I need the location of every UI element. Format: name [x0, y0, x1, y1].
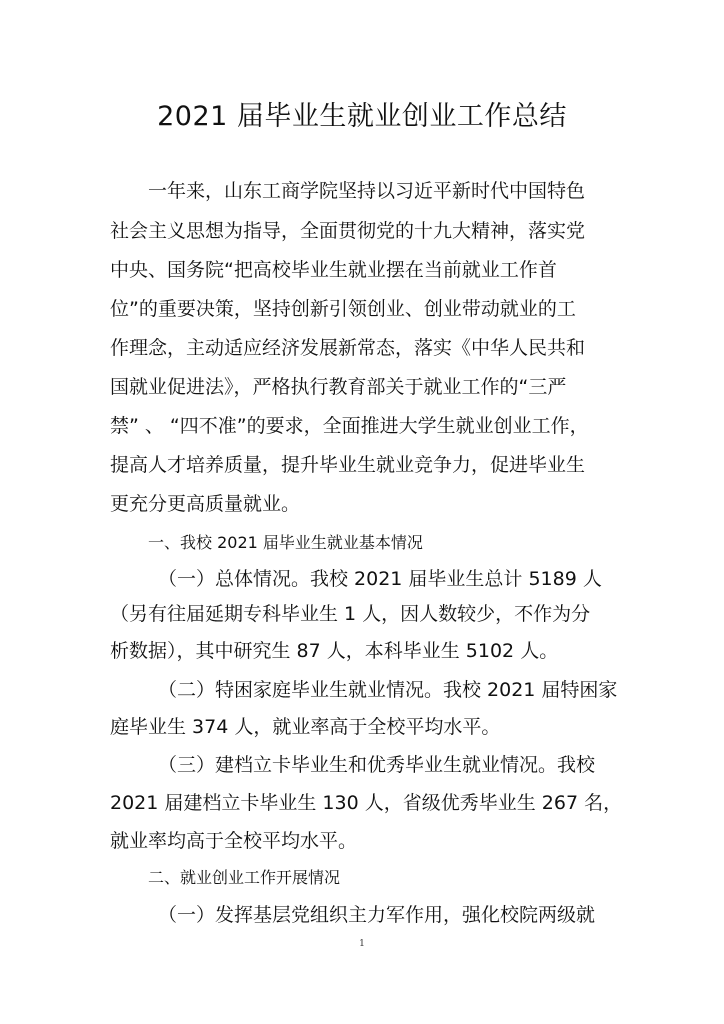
paragraph-line: 中央、国务院“把高校毕业生就业摆在当前就业工作首 — [110, 259, 557, 281]
paragraph-line: 一年来，山东工商学院坚持以习近平新时代中国特色 — [148, 180, 586, 202]
section-heading: 一、我校 2021 届毕业生就业基本情况 — [148, 533, 423, 552]
document-title: 2021 届毕业生就业创业工作总结 — [157, 101, 567, 132]
paragraph-line: 社会主义思想为指导，全面贯彻党的十九大精神，落实党 — [110, 220, 586, 242]
paragraph-line: 2021 届建档立卡毕业生 130 人，省级优秀毕业生 267 名， — [110, 792, 623, 814]
paragraph-line: 国就业促进法》，严格执行教育部关于就业工作的“三严 — [110, 376, 567, 398]
paragraph-line: 庭毕业生 374 人，就业率高于全校平均水平。 — [110, 716, 501, 738]
paragraph-line: 提高人才培养质量，提升毕业生就业竞争力，促进毕业生 — [110, 454, 586, 476]
paragraph-line: 更充分更高质量就业。 — [110, 493, 301, 515]
page-number: 1 — [359, 939, 365, 949]
section-heading: 二、就业创业工作开展情况 — [148, 868, 341, 887]
paragraph-line: 就业率均高于全校平均水平。 — [110, 830, 358, 852]
paragraph-line: 析数据），其中研究生 87 人，本科毕业生 5102 人。 — [110, 640, 559, 662]
paragraph-line: 作理念，主动适应经济发展新常态，落实《中华人民共和 — [110, 337, 586, 359]
paragraph-line: （二）特困家庭毕业生就业情况。我校 2021 届特困家 — [158, 679, 618, 701]
paragraph-line: （三）建档立卡毕业生和优秀毕业生就业情况。我校 — [158, 754, 596, 776]
paragraph-line: （一）发挥基层党组织主力军作用，强化校院两级就 — [158, 904, 596, 926]
paragraph-line: （一）总体情况。我校 2021 届毕业生总计 5189 人 — [158, 568, 602, 590]
paragraph-line: 位”的重要决策，坚持创新引领创业、创业带动就业的工 — [110, 298, 576, 320]
paragraph-line: （另有往届延期专科毕业生 1 人，因人数较少，不作为分 — [110, 603, 591, 625]
paragraph-line: 禁” 、 “四不准”的要求，全面推进大学生就业创业工作， — [110, 415, 589, 437]
